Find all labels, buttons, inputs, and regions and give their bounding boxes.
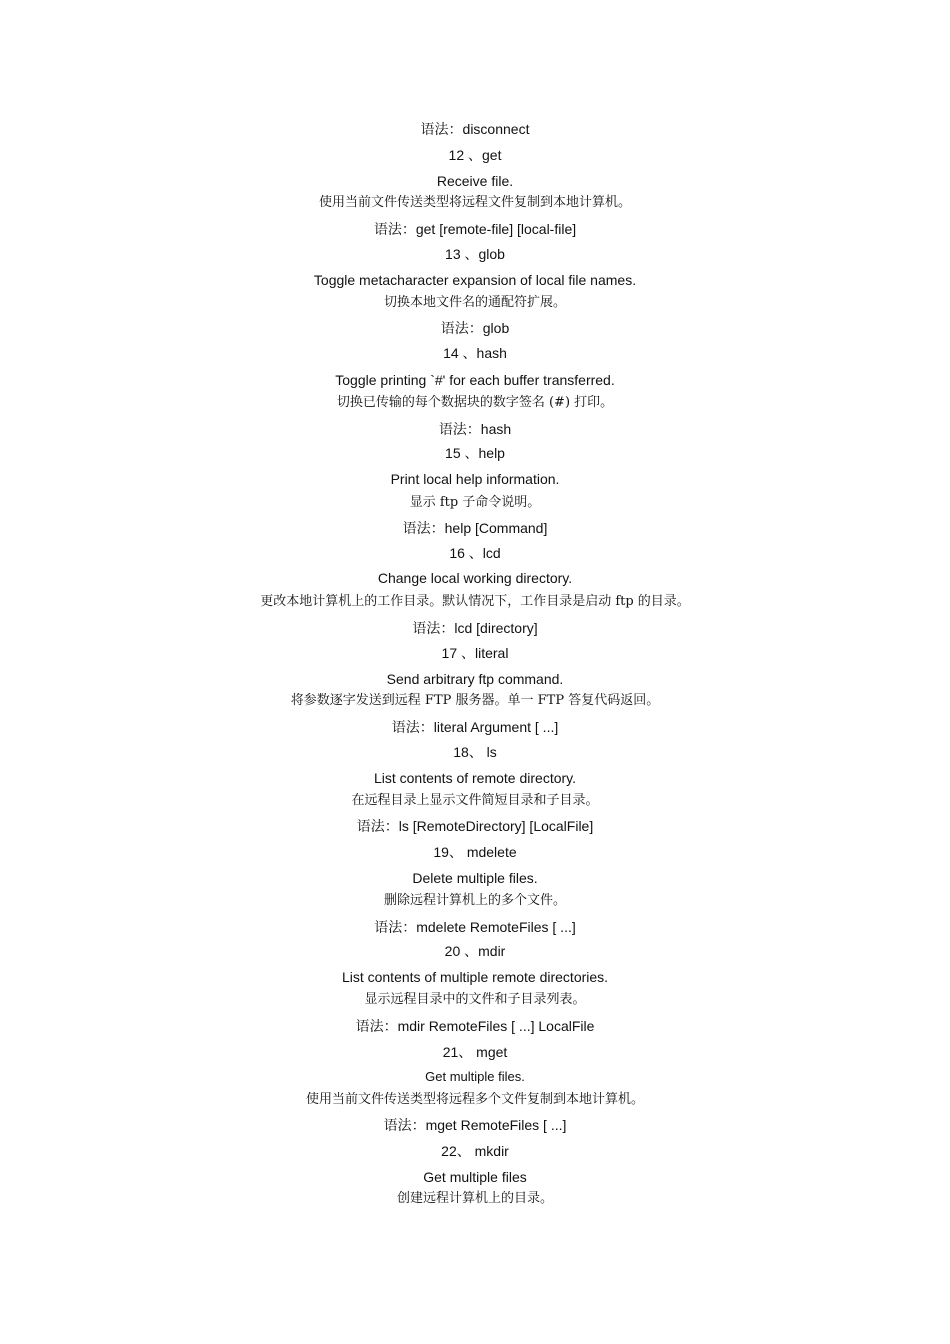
heading-21-mget: 21、 mget <box>442 1044 508 1060</box>
desc-en-literal: Send arbitrary ftp command. <box>386 671 564 687</box>
desc-cn-literal: 将参数逐字发送到远程 FTP 服务器。单一 FTP 答复代码返回。 <box>290 693 660 708</box>
desc-en-mget: Get multiple files. <box>425 1069 525 1084</box>
heading-13-glob: 13 、glob <box>445 246 505 262</box>
desc-en-ls: List contents of remote directory. <box>373 770 577 786</box>
syntax-mget: 语法：mget RemoteFiles [ ...] <box>383 1117 567 1133</box>
heading-14-hash: 14 、hash <box>443 345 507 361</box>
desc-en-help: Print local help information. <box>390 471 560 487</box>
desc-cn-lcd: 更改本地计算机上的工作目录。默认情况下，工作目录是启动 ftp 的目录。 <box>260 594 690 609</box>
heading-15-help: 15 、help <box>445 445 505 461</box>
heading-12-get: 12 、get <box>448 147 502 163</box>
desc-en-mdelete: Delete multiple files. <box>412 870 538 886</box>
desc-en-lcd: Change local working directory. <box>377 570 573 586</box>
syntax-get: 语法：get [remote-file] [local-file] <box>373 221 577 237</box>
desc-cn-glob: 切换本地文件名的通配符扩展。 <box>383 295 566 310</box>
syntax-glob: 语法：glob <box>440 320 510 336</box>
syntax-ls: 语法：ls [RemoteDirectory] [LocalFile] <box>356 818 594 834</box>
syntax-lcd: 语法：lcd [directory] <box>412 620 538 636</box>
desc-en-mdir: List contents of multiple remote directories. <box>341 969 609 985</box>
desc-cn-help: 显示 ftp 子命令说明。 <box>409 495 541 510</box>
desc-cn-ls: 在远程目录上显示文件简短目录和子目录。 <box>351 793 599 808</box>
heading-18-ls: 18、 ls <box>453 744 497 760</box>
desc-cn-mdelete: 删除远程计算机上的多个文件。 <box>383 893 566 908</box>
syntax-disconnect: 语法：disconnect <box>420 121 530 137</box>
syntax-literal: 语法：literal Argument [ ...] <box>391 719 559 735</box>
heading-16-lcd: 16 、lcd <box>449 545 501 561</box>
desc-en-get: Receive file. <box>436 173 514 189</box>
desc-en-hash: Toggle printing `#' for each buffer transferred. <box>335 372 615 388</box>
heading-20-mdir: 20 、mdir <box>444 943 506 959</box>
desc-cn-mget: 使用当前文件传送类型将远程多个文件复制到本地计算机。 <box>305 1092 644 1107</box>
heading-19-mdelete: 19、 mdelete <box>433 844 517 860</box>
desc-cn-mdir: 显示远程目录中的文件和子目录列表。 <box>364 992 586 1007</box>
desc-cn-hash: 切换已传输的每个数据块的数字签名 (#) 打印。 <box>336 395 614 410</box>
heading-22-mkdir: 22、 mkdir <box>441 1143 509 1159</box>
syntax-help: 语法：help [Command] <box>402 520 548 536</box>
syntax-mdir: 语法：mdir RemoteFiles [ ...] LocalFile <box>355 1018 595 1034</box>
syntax-mdelete: 语法：mdelete RemoteFiles [ ...] <box>374 919 576 935</box>
syntax-hash: 语法：hash <box>438 421 512 437</box>
heading-17-literal: 17 、literal <box>441 645 509 661</box>
desc-en-glob: Toggle metacharacter expansion of local file names. <box>313 272 637 288</box>
desc-cn-mkdir: 创建远程计算机上的目录。 <box>396 1191 553 1206</box>
desc-cn-get: 使用当前文件传送类型将远程文件复制到本地计算机。 <box>318 195 631 210</box>
desc-en-mkdir: Get multiple files <box>423 1169 527 1185</box>
